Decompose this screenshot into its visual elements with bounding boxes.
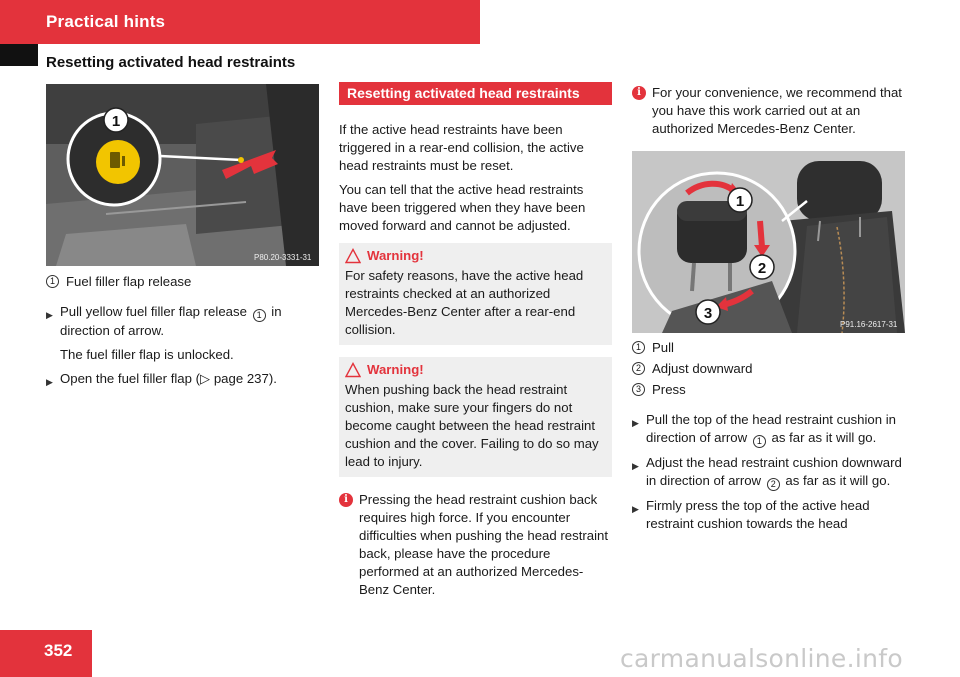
- step-arrow-icon: ▶: [632, 418, 639, 428]
- warning-box: [339, 357, 612, 477]
- step-arrow-icon: ▶: [632, 461, 639, 471]
- info-icon: i: [339, 493, 353, 507]
- head-restraint-photo: [632, 151, 905, 333]
- inline-callout: 1: [253, 309, 266, 322]
- legend-text: Pull: [652, 340, 674, 355]
- paragraph: If the active head restraints have been triggered in a rear-end collision, the active head restraints must be reset.: [339, 122, 584, 173]
- left-column-text: [46, 273, 321, 397]
- fuel-flap-illustration: [46, 84, 319, 266]
- legend-number: 1: [46, 275, 59, 288]
- legend-number: 3: [632, 383, 645, 396]
- legend-item: [46, 273, 321, 291]
- info-text: Pressing the head restraint cushion back requires high force. If you encounter difficulties when pushing the head restraint back, please have the procedure performed at an authorized Mercedes-Benz Center.: [359, 492, 609, 597]
- info-note: [339, 491, 612, 599]
- step-item: [632, 411, 910, 448]
- step-arrow-icon: ▶: [46, 310, 53, 320]
- step-arrow-icon: ▶: [46, 377, 53, 387]
- page-subtitle: Resetting activated head restraints: [46, 54, 296, 71]
- inline-callout: 2: [767, 478, 780, 491]
- step-arrow-icon: ▶: [632, 504, 639, 514]
- warning-text: For safety reasons, have the active head restraints checked at an authorized Mercedes-Benz Center after a rear-end collision.: [345, 268, 584, 337]
- head-restraint-illustration: [632, 151, 905, 333]
- step-text: Adjust the head restraint cushion downward in direction of arrow: [646, 455, 902, 488]
- figure-code: P80.20-3331-31: [254, 253, 312, 262]
- info-text: For your convenience, we recommend that you have this work carried out at an authorized Mercedes-Benz Center.: [652, 85, 902, 136]
- warning-text: When pushing back the head restraint cushion, make sure your fingers do not become caught between the head restraint cushion and the cover. Failing to do so may lead to injury.: [345, 382, 599, 469]
- info-icon: i: [632, 86, 646, 100]
- step-text: Firmly press the top of the active head restraint cushion towards the head: [646, 498, 870, 531]
- warning-triangle-icon: [345, 362, 361, 378]
- watermark: carmanualsonline.info: [620, 644, 903, 673]
- callout-2: 2: [757, 260, 767, 277]
- callout-3: 3: [703, 305, 713, 322]
- callout-1: 1: [735, 193, 745, 210]
- step-text: Pull the top of the head restraint cushion in direction of arrow: [646, 412, 896, 445]
- callout-1: 1: [111, 113, 121, 130]
- info-note: [632, 84, 907, 138]
- page-number: 352: [44, 641, 73, 660]
- legend-text: Adjust downward: [652, 361, 753, 376]
- legend-item: [632, 339, 910, 357]
- fuel-flap-photo: [46, 84, 319, 266]
- step-text: as far as it will go.: [785, 473, 891, 488]
- figure-code: P91.16-2617-31: [840, 320, 898, 329]
- section-heading: Resetting activated head restraints: [339, 82, 612, 105]
- legend-number: 2: [632, 362, 645, 375]
- step-result: The fuel filler flap is unlocked.: [60, 347, 234, 362]
- step-text: as far as it will go.: [771, 430, 877, 445]
- step-text: in direction of arrow.: [60, 304, 282, 338]
- legend-text: Fuel filler flap release: [66, 274, 192, 289]
- right-column-text: [632, 339, 910, 539]
- inline-callout: 1: [753, 435, 766, 448]
- step-item: [632, 497, 910, 533]
- legend-text: Press: [652, 382, 686, 397]
- warning-title: Warning!: [367, 362, 424, 377]
- step-item: [46, 303, 321, 340]
- warning-triangle-icon: [345, 248, 361, 264]
- legend-item: [632, 381, 910, 399]
- header-accent-block: [0, 44, 38, 66]
- warning-title: Warning!: [367, 248, 424, 263]
- step-item: [632, 454, 910, 491]
- step-item: [46, 370, 321, 391]
- middle-column: [339, 82, 612, 599]
- right-column-info: [632, 84, 907, 138]
- step-text: Open the fuel filler flap (▷ page 237).: [60, 371, 277, 386]
- paragraph: You can tell that the active head restraints have been triggered when they have been moved forward and cannot be adjusted.: [339, 182, 586, 233]
- legend-item: [632, 360, 910, 378]
- step-text: Pull yellow fuel filler flap release: [60, 304, 247, 319]
- warning-box: [339, 243, 612, 345]
- legend-number: 1: [632, 341, 645, 354]
- section-title: Practical hints: [46, 12, 166, 31]
